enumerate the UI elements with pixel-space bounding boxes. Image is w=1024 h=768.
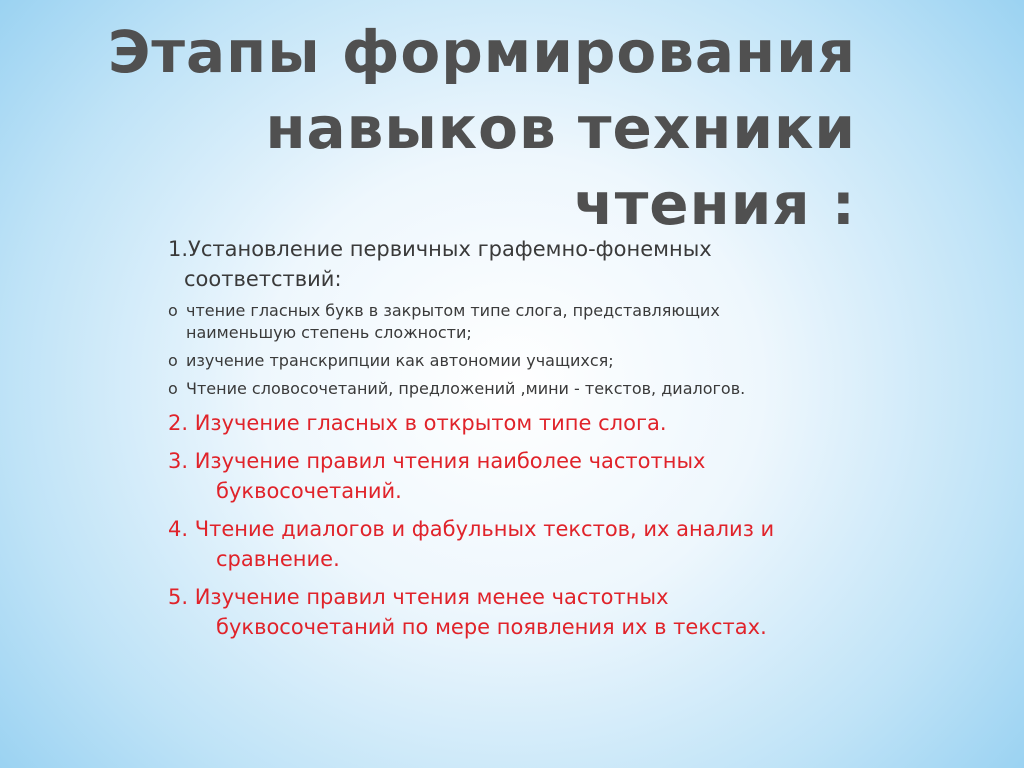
circle-bullet-icon: o <box>168 379 178 398</box>
circle-bullet-icon: o <box>168 351 178 370</box>
list-subitem <box>168 378 828 400</box>
slide-title <box>96 14 856 242</box>
list-subitem-text: изучение транскрипции как автономии учащихся; <box>186 351 614 370</box>
list-item-stage-4: 4. Чтение диалогов и фабульных текстов, их анализ и сравнение. <box>168 517 775 571</box>
title-line-2: навыков техники <box>265 94 856 162</box>
list-item-stage-2: 2. Изучение гласных в открытом типе слога. <box>168 411 667 435</box>
list-subitem-text: чтение гласных букв в закрытом типе слога, представляющих наименьшую степень сложности; <box>186 301 720 342</box>
list-item-stage-5: 5. Изучение правил чтения менее частотных буквосочетаний по мере появления их в текстах. <box>168 585 767 639</box>
list-subitem-text: Чтение словосочетаний, предложений ,мини - текстов, диалогов. <box>186 379 746 398</box>
list-item-stage-3: 3. Изучение правил чтения наиболее частотных буквосочетаний. <box>168 449 706 503</box>
list-subitem <box>168 350 828 372</box>
circle-bullet-icon: o <box>168 301 178 320</box>
list-item-stage-1: 1.Установление первичных графемно-фонемных соответствий: <box>168 237 712 291</box>
list-subitem <box>168 300 828 344</box>
title-line-3: чтения : <box>573 170 856 238</box>
title-line-1: Этапы формирования <box>107 18 856 86</box>
content-list <box>168 234 828 648</box>
